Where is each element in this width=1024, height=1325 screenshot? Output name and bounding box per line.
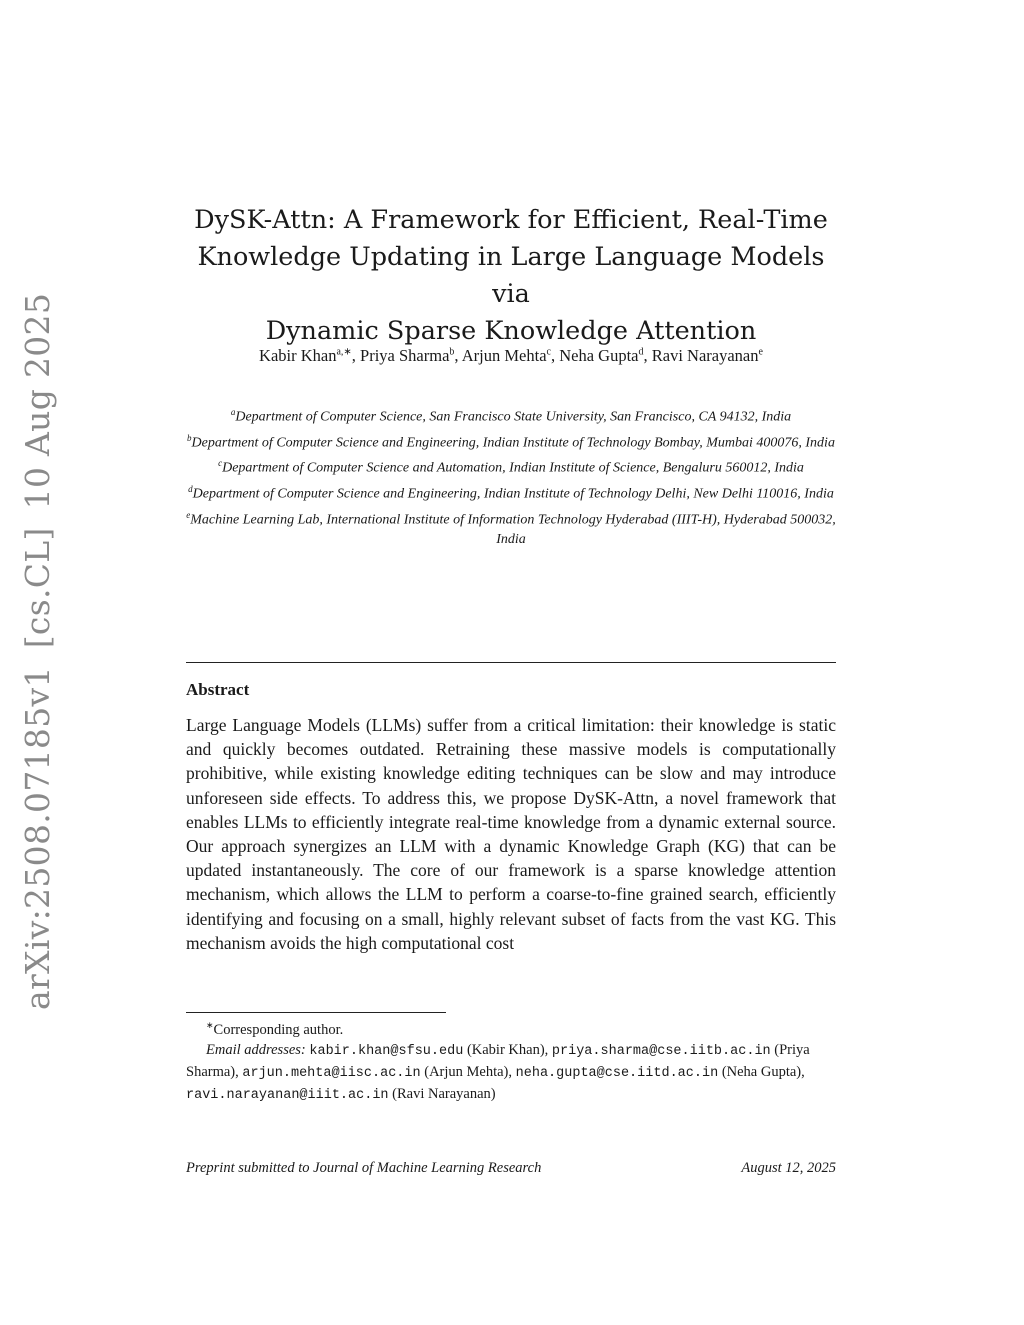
arxiv-id: arXiv:2508.07185v1 — [18, 666, 57, 1010]
affiliation-list — [186, 402, 836, 550]
author: Neha Gupta$^d$, — [559, 345, 652, 365]
abstract-divider — [186, 662, 836, 663]
paper-title — [186, 202, 836, 350]
arxiv-date: 10 Aug 2025 — [18, 292, 57, 510]
arxiv-identifier-stamp — [18, 275, 57, 1010]
author: Kabir Khan$^{a,∗}$, — [259, 345, 361, 365]
title-line-3: Dynamic Sparse Knowledge Attention — [265, 316, 757, 346]
title-line-2: Knowledge Updating in Large Language Models via — [197, 242, 825, 309]
author-list — [186, 340, 836, 368]
author: Priya Sharma$^b$, — [360, 345, 462, 365]
footnote-divider — [186, 1012, 446, 1013]
affiliation: $^e$Machine Learning Lab, International Institute of Information Technology Hyderabad (IIIT-H), Hyderabad 500032, India — [186, 509, 836, 548]
affiliation: $^d$Department of Computer Science and Engineering, Indian Institute of Technology Delhi, New Delhi 110016, India — [188, 483, 834, 502]
affiliation: $^b$Department of Computer Science and Engineering, Indian Institute of Technology Bombay, Mumbai 400076, India — [187, 432, 835, 451]
email-link[interactable]: priya.sharma@cse.iitb.ac.in — [551, 1043, 771, 1059]
email-addresses: Email addresses: kabir.khan@sfsu.edu (Kabir Khan), priya.sharma@cse.iitb.ac.in (Priya Sharma), arjun.mehta@iisc.ac.in (Arjun Mehta), neha.gupta@cse.iitd.ac.in (Neha Gupta), ravi.narayanan@iiit.ac.in (Ravi Narayanan) — [186, 1041, 810, 1103]
title-line-1: DySK-Attn: A Framework for Efficient, Real-Time — [194, 205, 828, 235]
email-link[interactable]: ravi.narayanan@iiit.ac.in — [186, 1087, 389, 1103]
abstract-heading: Abstract — [186, 680, 250, 699]
affiliation: $^c$Department of Computer Science and Automation, Indian Institute of Science, Bengaluru 560012, India — [218, 458, 804, 476]
author: Arjun Mehta$^c$, — [461, 345, 560, 365]
abstract-body: Large Language Models (LLMs) suffer from a critical limitation: their knowledge is static and quickly becomes outdated. Retraining these massive models is computationally prohibitive, while existing knowledge editing techniques can be slow and may introduce unforeseen side effects. To address this, we propose DySK-Attn, a novel framework that enables LLMs to efficiently integrate real-time knowledge from a dynamic external source. Our approach synergizes an LLM with a dynamic Knowledge Graph (KG) that can be updated instantaneously. The core of our framework is a sparse knowledge attention mechanism, which allows the LLM to perform a coarse-to-fine grained search, efficiently identifying and focusing on a small, highly relevant subset of facts from the vast KG. This mechanism avoids the high computational cost — [186, 715, 836, 953]
email-link[interactable]: arjun.mehta@iisc.ac.in — [242, 1065, 421, 1081]
email-label: Email addresses: — [206, 1041, 306, 1058]
footer-date: August 12, 2025 — [741, 1160, 836, 1176]
footnotes — [186, 1015, 836, 1106]
author: Ravi Narayanan$^e$ — [651, 345, 763, 365]
page-footer — [186, 1160, 836, 1177]
affiliation: $^a$Department of Computer Science, San Francisco State University, San Francisco, CA 94132, India — [230, 407, 792, 425]
email-link[interactable]: kabir.khan@sfsu.edu — [309, 1043, 464, 1059]
email-link[interactable]: neha.gupta@cse.iitd.ac.in — [515, 1065, 719, 1081]
footer-journal: Preprint submitted to Journal of Machine Learning Research — [186, 1160, 542, 1176]
arxiv-category: [cs.CL] — [18, 527, 57, 649]
corresponding-author-note: ∗Corresponding author. — [206, 1020, 344, 1038]
